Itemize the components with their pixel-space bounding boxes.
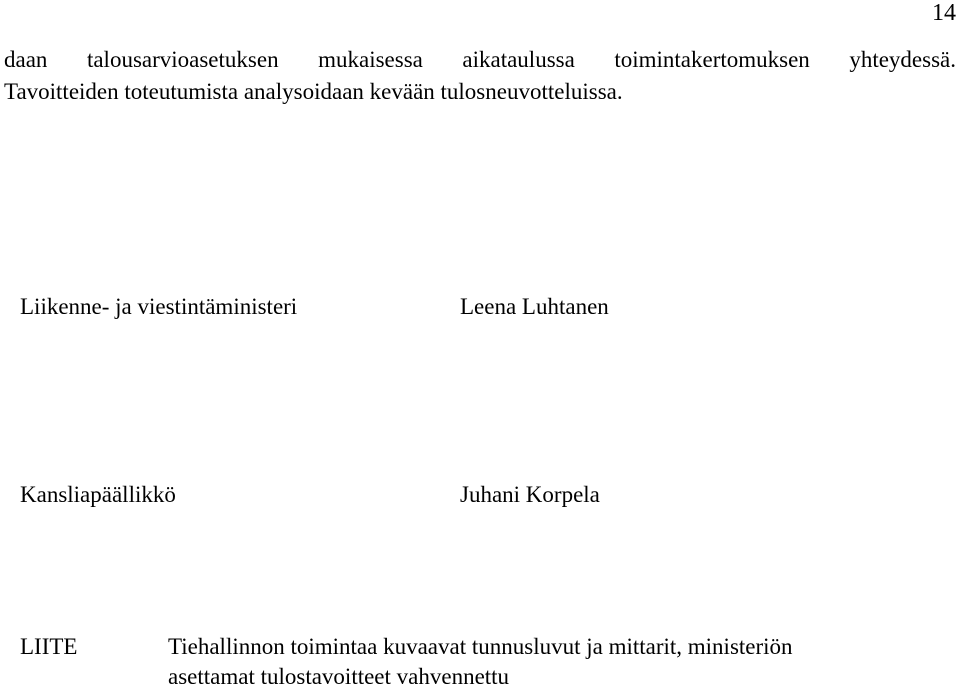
appendix-description — [168, 632, 940, 692]
signature-title: Kansliapäällikkö — [20, 482, 176, 507]
signature-row — [20, 480, 940, 512]
signature-name: Leena Luhtanen — [460, 294, 609, 319]
appendix-label: LIITE — [20, 634, 78, 659]
page-number: 14 — [932, 0, 956, 26]
appendix-line: Tiehallinnon toimintaa kuvaavat tunnusluvut ja mittarit, ministeriön — [168, 634, 793, 659]
appendix-line: asettamat tulostavoitteet vahvennettu — [168, 664, 510, 689]
body-paragraph — [4, 44, 956, 108]
signature-name: Juhani Korpela — [460, 482, 600, 507]
signature-row — [20, 292, 940, 324]
paragraph-line: Tavoitteiden toteutumista analysoidaan kevään tulosneuvotteluissa. — [4, 79, 623, 104]
paragraph-line: daan talousarvioasetuksen mukaisessa aikataulussa toimintakertomuksen yhteydessä. — [4, 47, 956, 72]
signature-title: Liikenne- ja viestintäministeri — [20, 294, 298, 319]
